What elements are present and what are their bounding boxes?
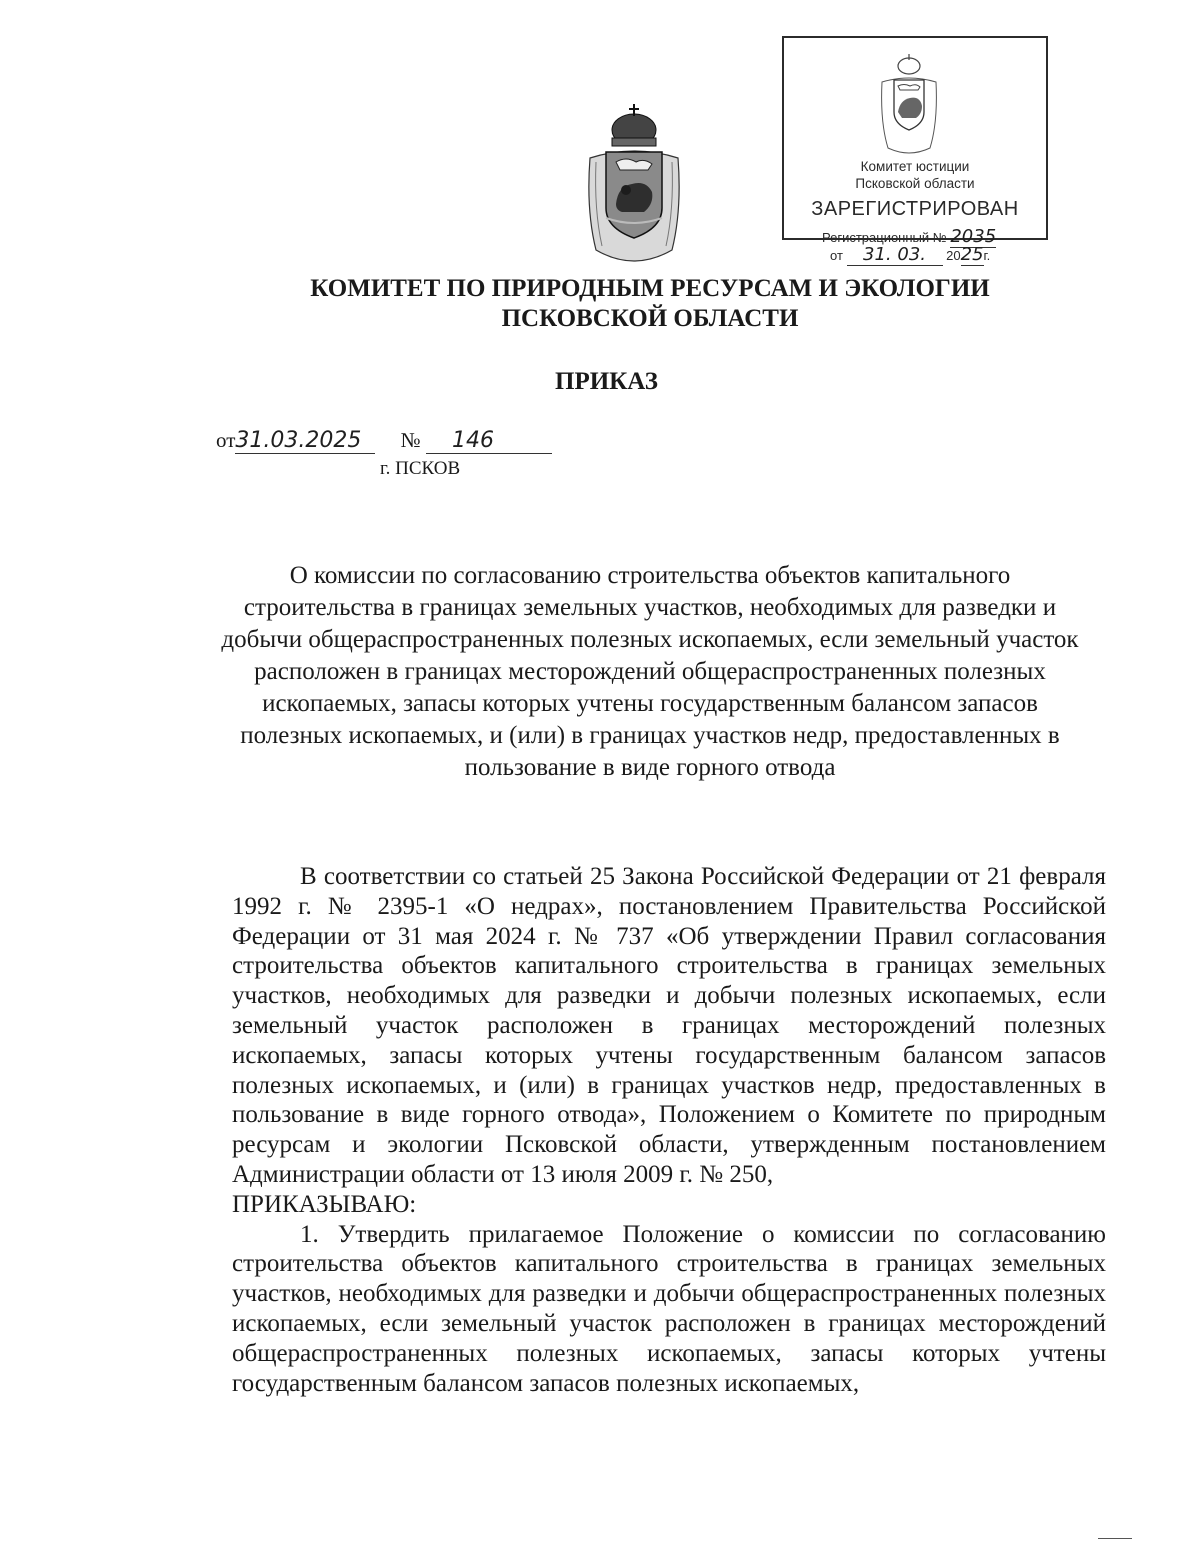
stamp-date-row: [830, 244, 990, 266]
stamp-number-label: Регистрационный №: [822, 230, 947, 245]
stamp-number-value: 2035: [950, 226, 997, 247]
order-number-value: 146: [426, 428, 552, 454]
org-title-line1: КОМИТЕТ ПО ПРИРОДНЫМ РЕСУРСАМ И ЭКОЛОГИИ: [310, 275, 990, 302]
order-city: г. ПСКОВ: [380, 458, 461, 479]
order-word: ПРИКАЗЫВАЮ:: [232, 1190, 417, 1218]
registration-stamp: [782, 36, 1048, 265]
preamble-paragraph: В соответствии со статьей 25 Закона Российской Федерации от 21 февраля 1992 г. № 2395-1 «О недрах», постановлением Правительства Российской Федерации от 31 мая 2024 г. № 737 «Об утверждении Правил согласования строительства объектов капитального строительства в границах земельных участков, необходимых для разведки и добычи полезных ископаемых, если земельный участок расположен в границах месторождений полезных ископаемых, запасы которых учтены государственным балансом запасов полезных ископаемых, и (или) в границах участков недр, предоставленных в пользование в виде горного отвода», Положением о Комитете по природным ресурсам и экологии Псковской области, утвержденным постановлением Администрации области от 13 июля 2009 г. № 250,: [232, 863, 1106, 1188]
stamp-status: ЗАРЕГИСТРИРОВАН: [811, 198, 1019, 220]
stamp-org-line2: Псковской области: [855, 176, 975, 191]
document-type: ПРИКАЗ: [555, 368, 658, 395]
scan-artifact: [1098, 1538, 1132, 1539]
stamp-year-suffix: г.: [983, 248, 991, 263]
order-date-prefix: от: [216, 428, 236, 452]
order-date-number-row: [216, 428, 552, 454]
order-date-value: 31.03.2025: [235, 428, 375, 454]
item-1-paragraph: 1. Утвердить прилагаемое Положение о комиссии по согласованию строительства объектов капитального строительства в границах земельных участков, необходимых для разведки и добычи общераспространенных полезных ископаемых, если земельный участок расположен в границах месторождений общераспространенных полезных ископаемых, запасы которых учтены государственным балансом запасов полезных ископаемых,: [232, 1220, 1106, 1397]
order-number-prefix: №: [400, 428, 421, 452]
stamp-date-prefix: от: [830, 248, 843, 263]
stamp-year-prefix: 20: [946, 248, 961, 263]
stamp-emblem: [880, 52, 938, 156]
org-title-line2: ПСКОВСКОЙ ОБЛАСТИ: [501, 305, 799, 332]
order-body: [232, 862, 1106, 1398]
stamp-org-line1: Комитет юстиции: [860, 159, 970, 174]
stamp-year-value: 25: [960, 244, 984, 265]
order-subject: О комиссии по согласованию строительства объектов капитального строительства в границах земельных участков, необходимых для разведки и добычи общераспространенных полезных ископаемых, если земельный участок расположен в границах месторождений общераспространенных полезных ископаемых, запасы которых учтены государственным балансом запасов полезных ископаемых, и (или) в границах участков недр, предоставленных в пользование в виде горного отвода: [221, 562, 1079, 781]
stamp-date-value: 31. 03.: [847, 244, 943, 266]
coat-of-arms-emblem: [582, 100, 686, 270]
